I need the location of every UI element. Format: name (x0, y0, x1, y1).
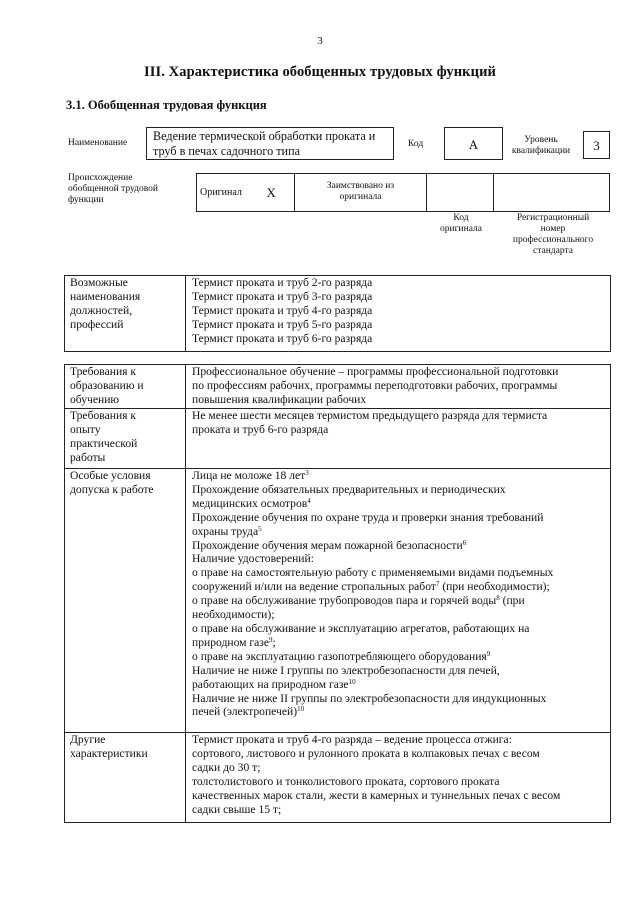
special-condition-line: Прохождение обучения мерам пожарной безопасности$^6$ (192, 538, 467, 552)
experience-text: Не менее шести месяцев термистом предыдущего разряда для термиста проката и труб 6-го разряда (186, 409, 611, 469)
borrowed-cell: Заимствовано из оригинала (295, 174, 427, 212)
special-conditions-text (186, 469, 611, 733)
original-label: Оригинал (197, 174, 265, 212)
code-original-caption: Код оригинала (440, 213, 482, 234)
special-condition-line: Лица не моложе 18 лет$^3$ (192, 469, 309, 482)
original-mark: X (265, 174, 295, 212)
special-condition-line: Наличие удостоверений: (192, 552, 314, 566)
origin-label: Происхождение обобщенной трудовой функции (68, 173, 158, 205)
registration-number-cell (494, 174, 610, 212)
footnote-mark: 10 (348, 677, 356, 686)
special-condition-line: Прохождение обучения по охране труда и проверки знания требований (192, 510, 544, 524)
special-conditions-label: Особые условия допуска к работе (65, 469, 186, 733)
position-item: Термист проката и труб 5-го разряда (192, 317, 373, 331)
footnote-mark: 7 (435, 580, 440, 589)
subsection-title: 3.1. Обобщенная трудовая функция (66, 98, 267, 112)
footnote-mark: 8 (496, 594, 500, 603)
level-label: Уровень квалификации (511, 135, 571, 156)
footnote-mark: 3 (305, 469, 309, 477)
education-text: Профессиональное обучение – программы профессиональной подготовки по профессиям рабочих, программы переподготовки рабочих, программы повышения квалификации рабочих (186, 365, 611, 409)
footnote-mark: 5 (258, 524, 262, 533)
special-condition-line: Наличие не ниже II группы по электробезопасности для индукционных (192, 691, 547, 705)
original-code-cell (427, 174, 494, 212)
name-line-1: Ведение термической обработки проката и (153, 129, 376, 143)
special-condition-line: печей (электропечей)$^{10}$ (192, 705, 305, 719)
origin-table (196, 173, 610, 212)
requirements-table (64, 364, 611, 823)
special-condition-line: медицинских осмотров$^4$ (192, 496, 311, 510)
other-characteristics-text: Термист проката и труб 4-го разряда – ведение процесса отжига: сортового, листового и рулонного проката в колпаковых печах с весом садки до 30 т; толстолистового и тонколистового проката, сортового проката качественных марок стали, жести в камерных и туннельных печах с весом садки свыше 15 т; (186, 733, 611, 823)
special-condition-line: Наличие не ниже I группы по электробезопасности для печей, (192, 663, 500, 677)
position-item: Термист проката и труб 6-го разряда (192, 331, 373, 345)
education-label: Требования к образованию и обучению (65, 365, 186, 409)
positions-table (64, 275, 611, 352)
code-label: Код (408, 139, 424, 149)
footnote-mark: 10 (297, 705, 305, 714)
page-number: 3 (317, 35, 323, 47)
name-label: Наименование (68, 138, 128, 148)
special-condition-line: о праве на самостоятельную работу с применяемыми видами подъемных (192, 566, 554, 580)
name-box (146, 127, 394, 160)
special-condition-line: природном газе$^9$; (192, 635, 276, 649)
level-box (583, 131, 610, 159)
positions-list (186, 276, 611, 352)
special-condition-line: необходимости); (192, 608, 275, 622)
other-characteristics-label: Другие характеристики (65, 733, 186, 823)
special-condition-line: сооружений и/или на ведение стропальных работ$^7$ (при необходимости); (192, 580, 550, 594)
positions-label: Возможные наименования должностей, профессий (65, 276, 186, 352)
footnote-mark: 4 (307, 496, 311, 505)
section-title: III. Характеристика обобщенных трудовых функций (143, 64, 496, 80)
special-condition-line: Прохождение обязательных предварительных и периодических (192, 482, 506, 496)
special-condition-line: работающих на природном газе$^{10}$ (192, 677, 356, 691)
footnote-mark: 9 (269, 635, 273, 644)
level-value: 3 (593, 138, 600, 153)
name-line-2: труб в печах садочного типа (153, 143, 301, 158)
special-condition-line: охраны труда$^5$ (192, 524, 262, 538)
special-condition-line: о праве на эксплуатацию газопотребляющего оборудования$^9$ (192, 649, 491, 663)
registration-number-caption: Регистрационный номер профессионального стандарта (512, 213, 594, 256)
special-condition-line: о праве на обслуживание трубопроводов пара и горячей воды$^8$ (при (192, 594, 525, 608)
footnote-mark: 9 (486, 649, 491, 658)
code-value: А (468, 137, 479, 152)
code-box (444, 127, 503, 160)
position-item: Термист проката и труб 4-го разряда (192, 303, 373, 317)
special-condition-line: о праве на обслуживание и эксплуатацию агрегатов, работающих на (192, 621, 530, 635)
footnote-mark: 6 (462, 538, 467, 547)
position-item: Термист проката и труб 2-го разряда (192, 276, 373, 289)
position-item: Термист проката и труб 3-го разряда (192, 289, 373, 303)
experience-label: Требования к опыту практической работы (65, 409, 186, 469)
